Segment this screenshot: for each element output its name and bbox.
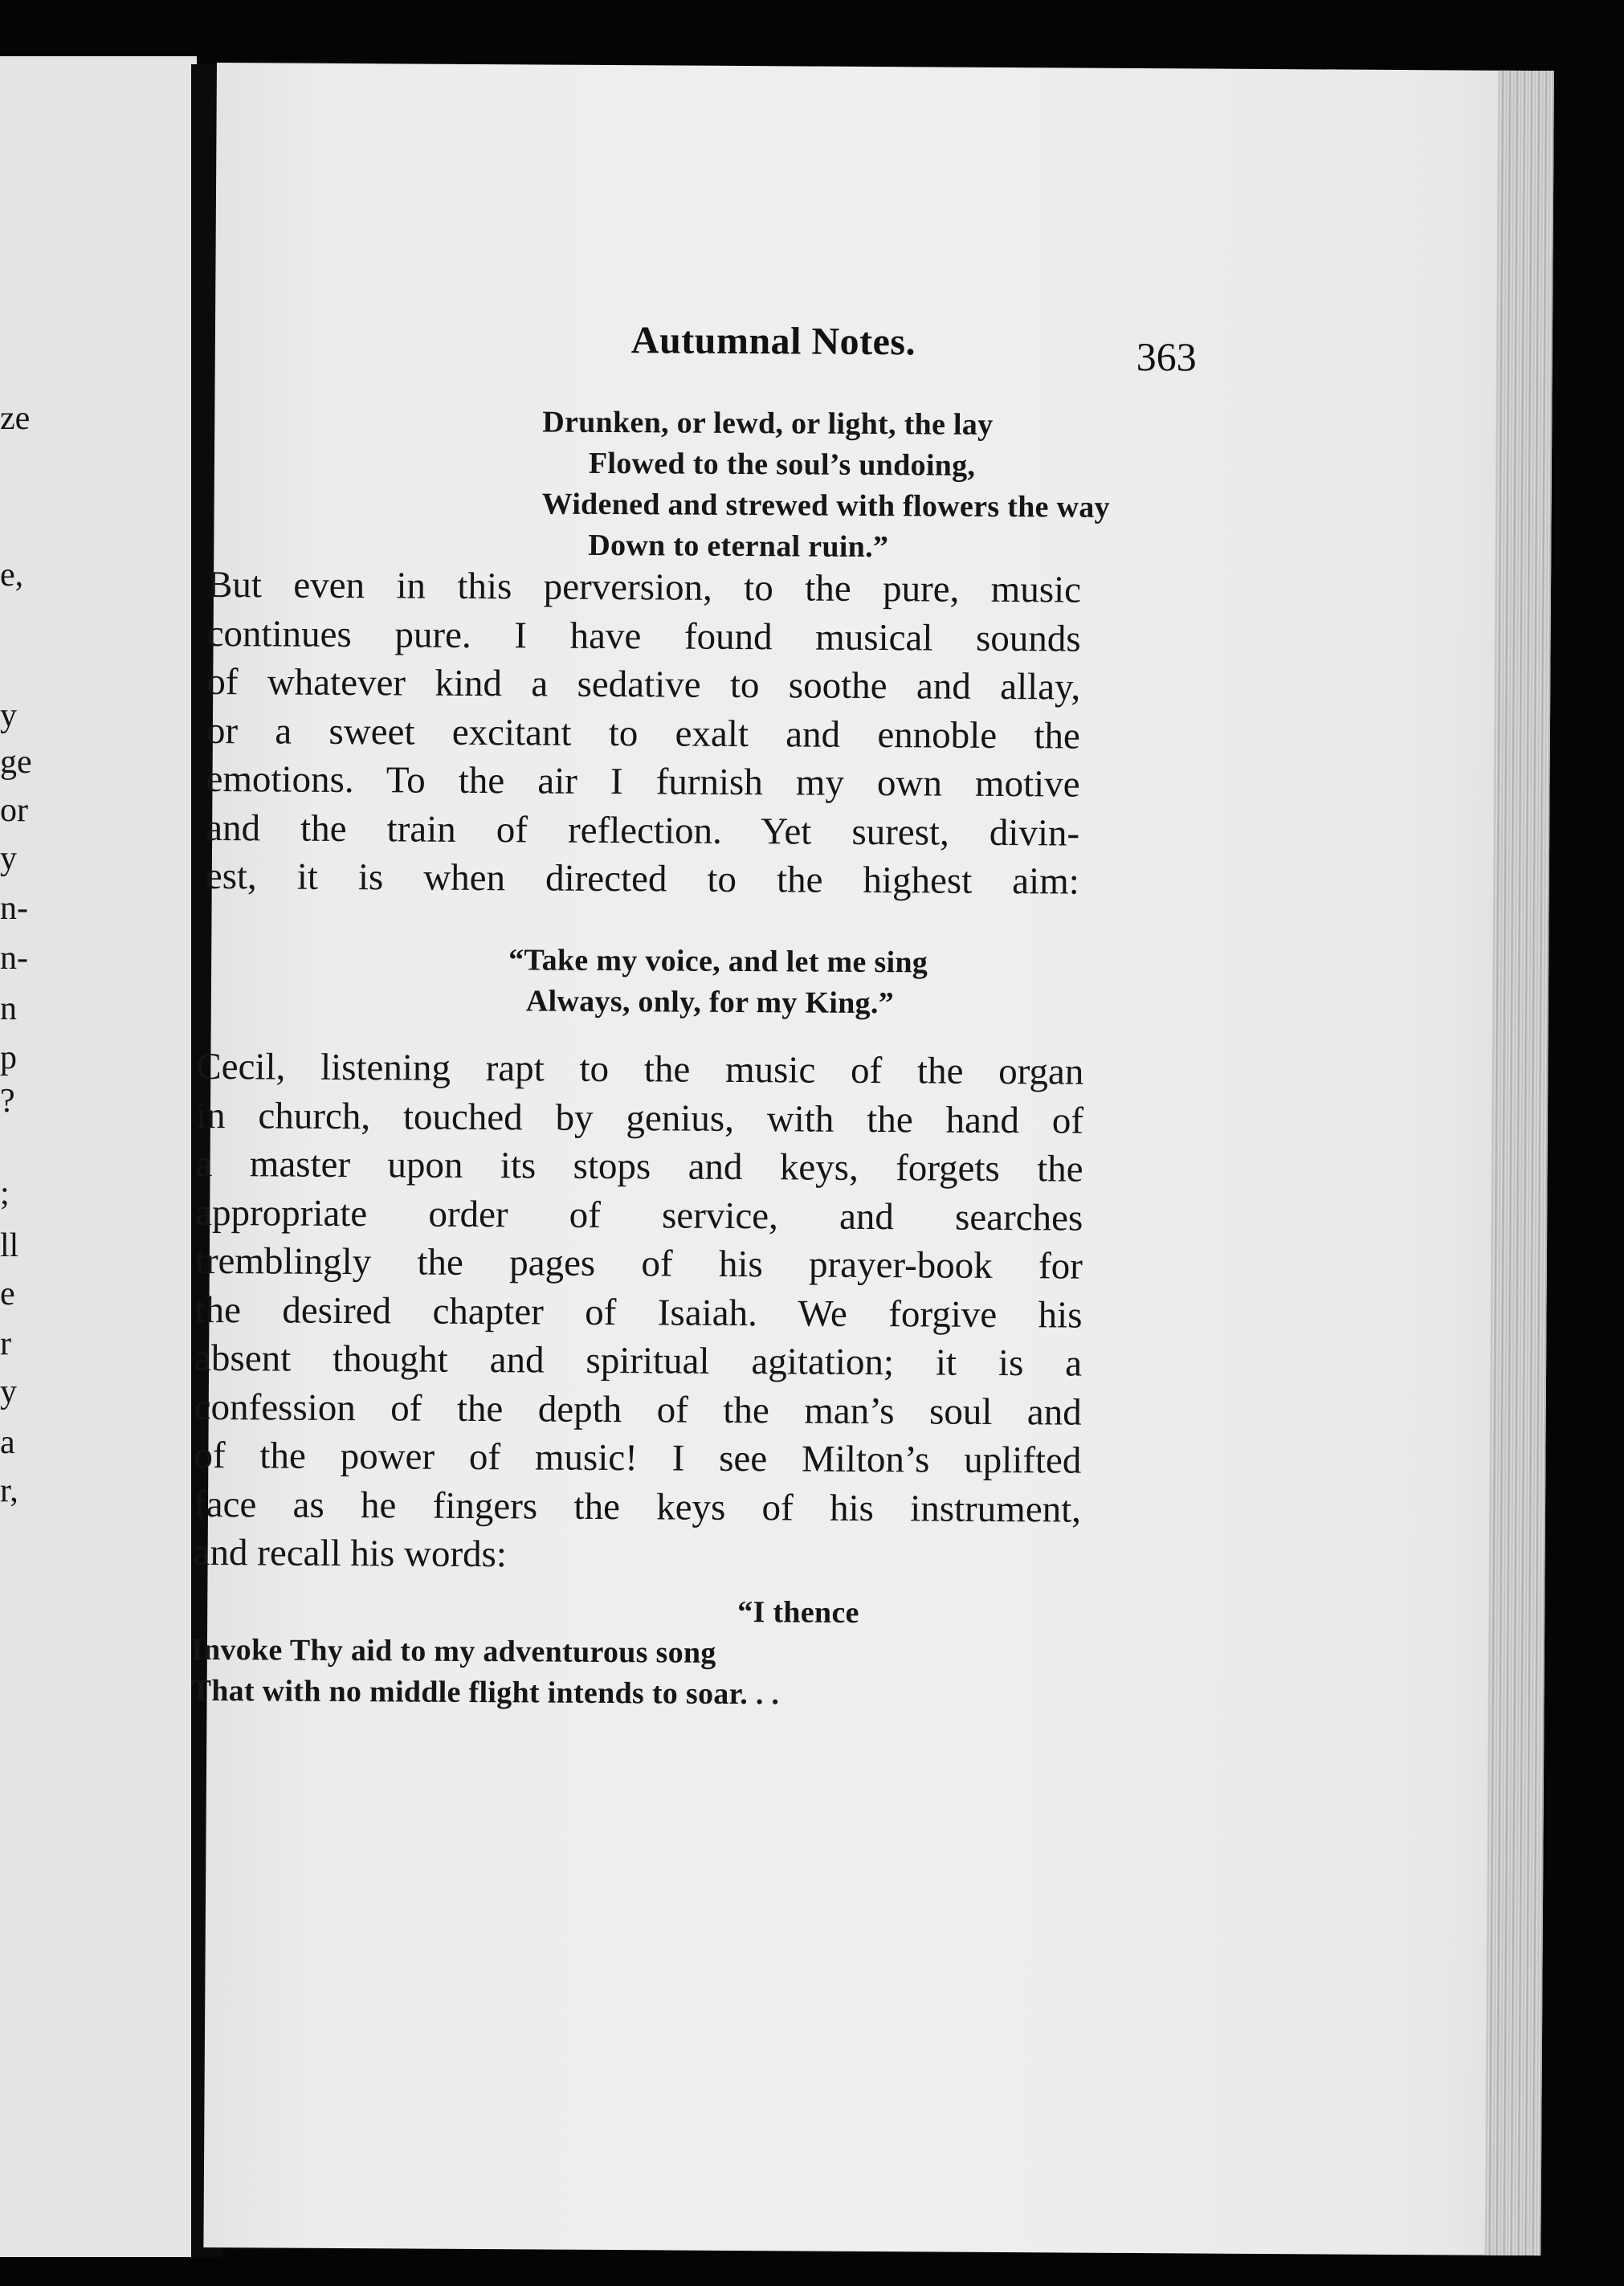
text-line: tremblingly the pages of his prayer-book for: [194, 1239, 1083, 1288]
edge-fragment: y: [0, 697, 17, 734]
text-line: emotions. To the air I furnish my own motive: [206, 757, 1080, 806]
text-line: face as he fingers the keys of his instrument,: [193, 1483, 1082, 1531]
edge-fragment: n-: [0, 890, 28, 927]
edge-fragment: n-: [0, 940, 28, 977]
book-page: [190, 63, 1554, 2255]
verse-line: Drunken, or lewd, or light, the lay: [542, 405, 994, 442]
text-line: Cecil, listening rapt to the music of the organ: [196, 1045, 1084, 1093]
edge-fragment: y: [0, 840, 17, 877]
text-line: confession of the depth of the man’s soul and: [194, 1386, 1082, 1434]
facing-page-edge-letters: [0, 56, 48, 2257]
verse-line: “I thence: [737, 1594, 859, 1630]
edge-fragment: y: [0, 1374, 17, 1410]
running-head: Autumnal Notes.: [630, 319, 916, 364]
edge-fragment: e: [0, 1276, 15, 1312]
edge-fragment: r,: [0, 1472, 18, 1509]
text-line: of whatever kind a sedative to soothe and allay,: [206, 660, 1081, 708]
page-stack-edges: [1484, 71, 1554, 2255]
text-line: est, it is when directed to the highest aim:: [205, 855, 1079, 903]
verse-line: Flowed to the soul’s undoing,: [588, 446, 976, 483]
text-line: continues pure. I have found musical sounds: [206, 612, 1081, 660]
edge-fragment: ll: [0, 1227, 19, 1264]
verse-line: Down to eternal ruin.”: [588, 528, 889, 565]
text-line: a master upon its stops and keys, forgets the: [195, 1142, 1083, 1190]
text-line: of the power of music! I see Milton’s uplifted: [194, 1434, 1082, 1482]
edge-fragment: ;: [0, 1175, 10, 1212]
facing-page-fragment: [0, 56, 197, 2257]
verse-line: Invoke Thy aid to my adventurous song: [190, 1632, 716, 1670]
verse-line: Widened and strewed with flowers the way: [541, 487, 1111, 525]
text-line: and recall his words:: [193, 1531, 508, 1576]
edge-fragment: r: [0, 1325, 11, 1362]
verse-quotation-2: [508, 940, 928, 1024]
edge-fragment: n: [0, 990, 17, 1027]
paragraph-2: [193, 1043, 1083, 1582]
edge-fragment: or: [0, 792, 28, 829]
verse-line: “Take my voice, and let me sing: [508, 943, 928, 980]
text-line: in church, touched by genius, with the hand of: [195, 1094, 1084, 1142]
text-line: or a sweet excitant to exalt and ennoble the: [206, 709, 1081, 757]
text-line: appropriate order of service, and searches: [195, 1191, 1083, 1239]
text-line: the desired chapter of Isaiah. We forgive his: [194, 1288, 1083, 1337]
verse-quotation-1: [541, 402, 1110, 569]
verse-quotation-3: [190, 1589, 859, 1716]
verse-line: Always, only, for my King.”: [525, 984, 895, 1021]
text-line: absent thought and spiritual agitation; it is a: [194, 1337, 1083, 1385]
paragraph-1: [206, 561, 1082, 906]
text-line: and the train of reflection. Yet surest, divin-: [206, 806, 1080, 855]
edge-fragment: a: [0, 1424, 15, 1461]
edge-fragment: ?: [0, 1083, 15, 1120]
edge-fragment: ze: [0, 400, 31, 437]
text-line: But even in this perversion, to the pure, music: [206, 563, 1082, 611]
edge-fragment: e,: [0, 557, 24, 594]
verse-line: That with no middle flight intends to soar. . .: [190, 1673, 780, 1712]
edge-fragment: p: [0, 1039, 17, 1076]
edge-fragment: ge: [0, 744, 32, 781]
page-number: 363: [1136, 334, 1197, 380]
